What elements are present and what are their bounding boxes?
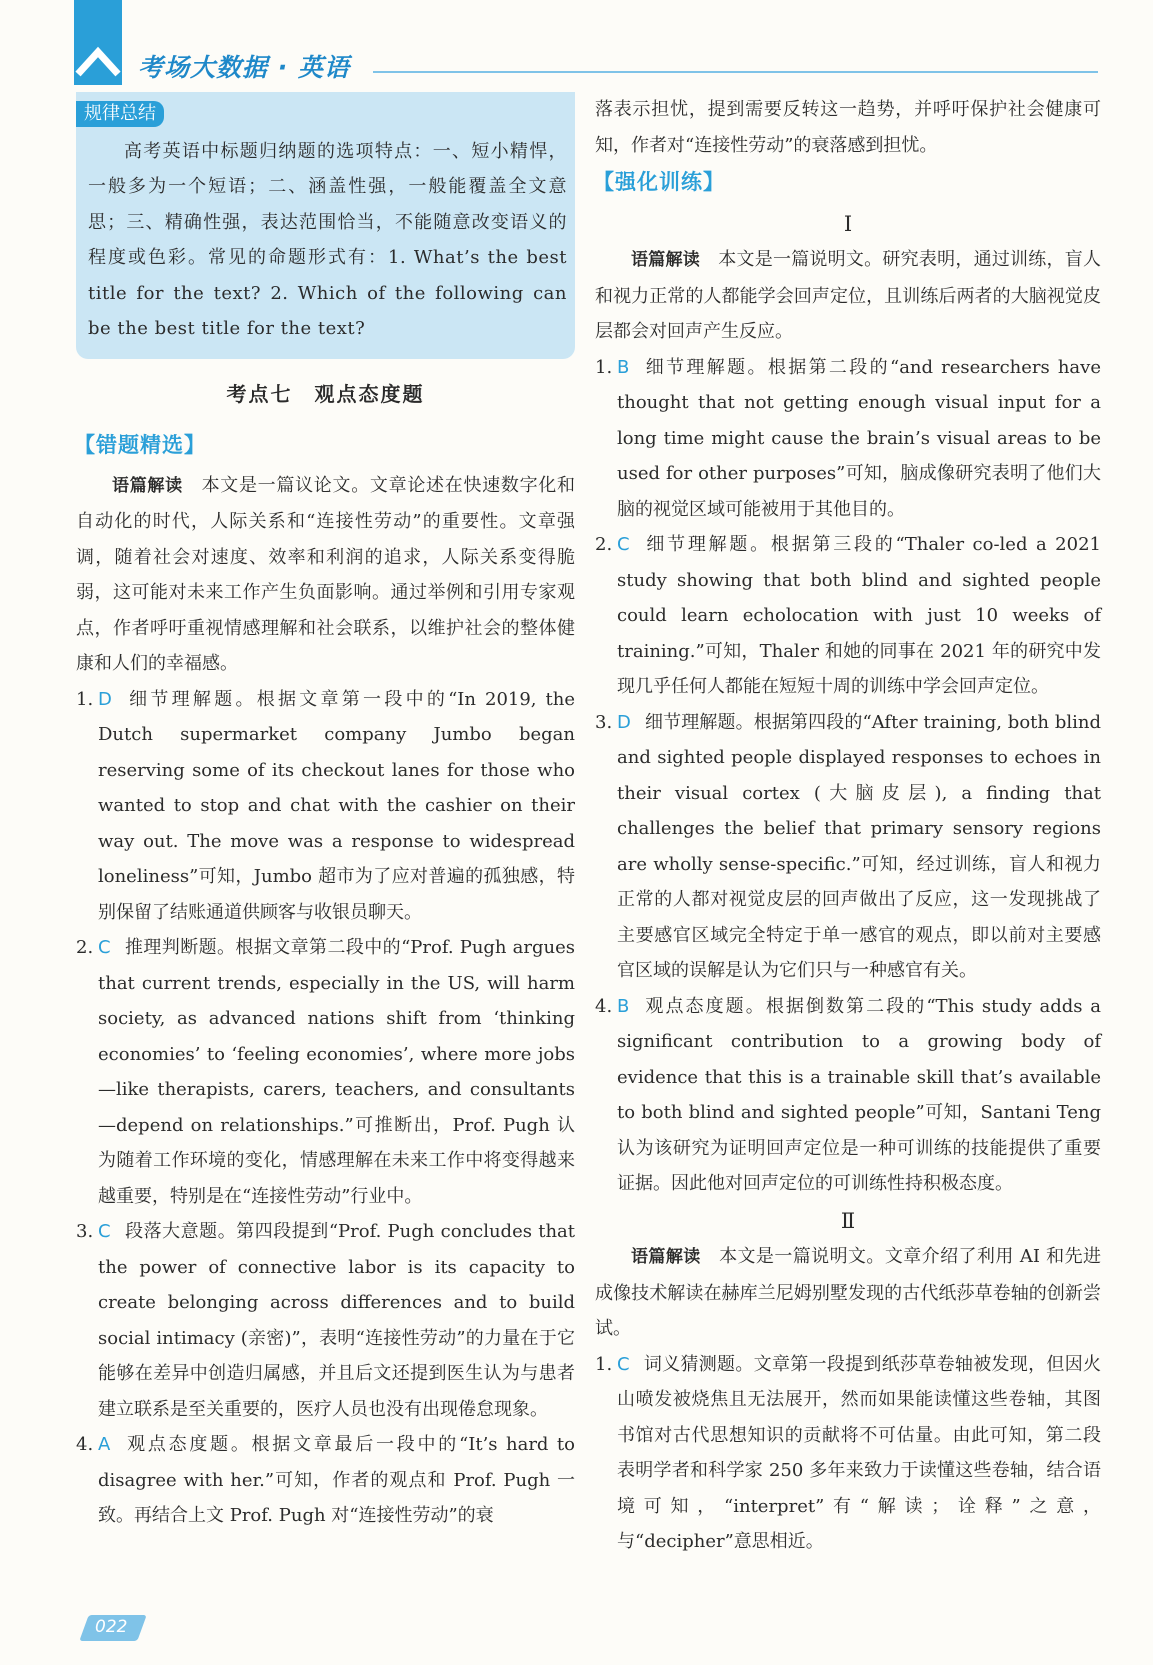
- practice-tag: 【强化训练】: [593, 170, 725, 194]
- answer-item: 3. D 细节理解题。根据第四段的“After training, both blind and sighted people displayed responses to echoes in their visual cortex (大脑皮层), a finding that challenges the belief that primary sensory regions are wholly sense-specific.”可知，经过训练，盲人和视力正常的人都对视觉皮层的回声做出了反应，这一发现挑战了主要感官区域完全特定于单一感官的观点，即以前对主要感官区域的误解是认为它们只与一种感官有关。: [595, 711, 1101, 981]
- answer-letter: C: [98, 1221, 111, 1242]
- answer-letter: C: [98, 937, 111, 958]
- rule-summary-box: [76, 92, 575, 359]
- answer-item: 3. C 段落大意题。第四段提到“Prof. Pugh concludes that the power of connective labor is its capacity to create belonging across differences and to build social intimacy (亲密)”，表明“连接性劳动”的力量在于它能够在差异中创造归属感，并且后文还提到医生认为与患者建立联系是至关重要的，医疗人员也没有出现倦怠现象。: [76, 1221, 575, 1420]
- reading-analysis: 语篇解读 本文是一篇说明文。研究表明，通过训练，盲人和视力正常的人都能学会回声定位，且训练后两者的大脑视觉皮层都会对回声产生反应。: [595, 249, 1102, 342]
- section-title: 考点七 观点态度题: [226, 381, 425, 406]
- page-number: 022: [84, 1615, 144, 1641]
- answer-letter: A: [98, 1434, 111, 1455]
- reading-analysis: 语篇解读 本文是一篇说明文。文章介绍了利用 AI 和先进成像技术解读在赫库兰尼姆别墅发现的古代纸莎草卷轴的创新尝试。: [595, 1246, 1101, 1339]
- answer-item: 2. C 细节理解题。根据第三段的“Thaler co-led a 2021 study showing that both blind and sighted people could learn echolocation with just 10 weeks of training.”可知，Thaler 和她的同事在 2021 年的研究中发现几乎任何人都能在短短十周的训练中学会回声定位。: [595, 534, 1101, 697]
- book-title: 考场大数据 · 英语: [138, 53, 350, 82]
- answer-item: 1. C 词义猜测题。文章第一段提到纸莎草卷轴被发现，但因火山喷发被烧焦且无法展开，然而如果能读懂这些卷轴，其图书馆对古代思想知识的贡献将不可估量。由此可知，第二段表明学者和科学家 250 多年来致力于读懂这些卷轴，结合语境可知，“interpret”有“解读；诠释”之意，与“decipher”意思相近。: [595, 1353, 1101, 1552]
- continuation-text: 落表示担忧，提到需要反转这一趋势，并呼吁保护社会健康可知，作者对“连接性劳动”的衰落感到担忧。: [595, 99, 1101, 156]
- reading-label: 语篇解读: [112, 475, 183, 496]
- passage-number: Ⅱ: [840, 1208, 856, 1233]
- answer-letter: D: [617, 711, 631, 733]
- answer-letter: B: [617, 995, 630, 1017]
- reading-label: 语篇解读: [631, 250, 700, 270]
- answer-item: 4. A 观点态度题。根据文章最后一段中的“It’s hard to disagree with her.”可知，作者的观点和 Prof. Pugh 一致。再结合上文 Prof. Pugh 对“连接性劳动”的衰: [76, 1434, 575, 1526]
- error-picks-tag: 【错题精选】: [74, 433, 206, 457]
- left-column: [76, 92, 575, 1534]
- reading-analysis: [76, 468, 575, 682]
- answer-item: 1. B 细节理解题。根据第二段的“and researchers have thought that not getting enough visual input for a long time might cause the brain’s visual areas to be used for other purposes”可知，脑成像研究表明了他们大脑的视觉区域可能被用于其他目的。: [595, 356, 1101, 520]
- header-divider: [373, 71, 1098, 73]
- rule-summary-text: 高考英语中标题归纳题的选项特点：一、短小精悍，一般多为一个短语；二、涵盖性强，一般能覆盖全文意思；三、精确性强，表达范围恰当，不能随意改变语义的程度或色彩。常见的命题形式有：1. What’s the best title for the text? 2. Which of the following can be the best title for the text?: [88, 140, 567, 339]
- answer-item: 4. B 观点态度题。根据倒数第二段的“This study adds a significant contribution to a growing body of evidence that this is a trainable skill that’s available to both blind and sighted people”可知，Santani Teng 认为该研究为证明回声定位是一种可训练的技能提供了重要证据。因此他对回声定位的可训练性持积极态度。: [595, 995, 1101, 1194]
- answer-letter: B: [617, 356, 630, 378]
- chevron-up-icon: [74, 40, 122, 84]
- answer-letter: C: [617, 534, 630, 555]
- passage-number: Ⅰ: [843, 211, 853, 236]
- right-column: [595, 92, 1101, 1560]
- answer-letter: C: [617, 1353, 630, 1375]
- reading-label: 语篇解读: [631, 1247, 701, 1267]
- reading-text: 本文是一篇议论文。文章论述在快速数字化和自动化的时代，人际关系和“连接性劳动”的重要性。文章强调，随着社会对速度、效率和利润的追求，人际关系变得脆弱，这可能对未来工作产生负面影响。通过举例和引用专家观点，作者呼吁重视情感理解和社会联系，以维护社会的整体健康和人们的幸福感。: [76, 474, 576, 674]
- answer-item: 2. C 推理判断题。根据文章第二段中的“Prof. Pugh argues that current trends, especially in the US, will harm society, as advanced nations shift from ‘thinking economies’ to ‘feeling economies’, where more jobs—like therapists, carers, teachers, and consultants—depend on relationships.”可推断出，Prof. Pugh 认为随着工作环境的变化，情感理解在未来工作中将变得越来越重要，特别是在“连接性劳动”行业中。: [76, 937, 575, 1207]
- answer-letter: D: [98, 688, 112, 710]
- rule-summary-label: 规律总结: [76, 101, 164, 127]
- answer-item: 1. D 细节理解题。根据文章第一段中的“In 2019, the Dutch supermarket company Jumbo began reserving some of its checkout lanes for those who wanted to stop and chat with the cashier on their way out. The move was a response to widespread loneliness”可知，Jumbo 超市为了应对普遍的孤独感，特别保留了结账通道供顾客与收银员聊天。: [76, 688, 575, 923]
